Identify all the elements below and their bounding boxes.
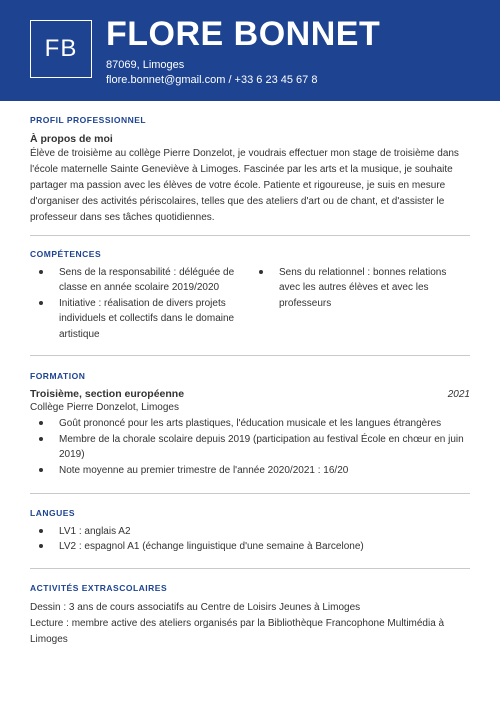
section-title: PROFIL PROFESSIONNEL: [30, 115, 147, 125]
skills-list-left: [30, 265, 250, 343]
section-title: COMPÉTENCES: [30, 249, 102, 259]
list-item: Sens du relationnel : bonnes relations avec les autres élèves et avec les professeurs: [250, 265, 470, 312]
list-item: Membre de la chorale scolaire depuis 2019 (participation au festival École en chœur en juin 2019): [30, 432, 470, 463]
section-title: LANGUES: [30, 508, 76, 518]
initials-monogram: FB: [30, 20, 92, 78]
divider: [30, 493, 470, 494]
education-date: 2021: [447, 388, 470, 400]
education-list: [30, 416, 470, 478]
education-degree: Troisième, section européenne: [30, 387, 185, 400]
skills-section: [30, 250, 470, 342]
divider: [30, 355, 470, 356]
skills-list-right: [250, 265, 470, 312]
activity-line: Dessin : 3 ans de cours associatifs au Centre de Loisirs Jeunes à Limoges: [30, 601, 361, 613]
list-item: Goût prononcé pour les arts plastiques, l'éducation musicale et les langues étrangères: [30, 416, 470, 432]
divider: [30, 235, 470, 236]
list-item: LV1 : anglais A2: [30, 524, 470, 540]
list-item: LV2 : espagnol A1 (échange linguistique d'une semaine à Barcelone): [30, 539, 470, 555]
profile-subtitle: À propos de moi: [30, 132, 113, 145]
list-item: Sens de la responsabilité : déléguée de classe en année scolaire 2019/2020: [30, 265, 250, 296]
education-school: Collège Pierre Donzelot, Limoges: [30, 402, 179, 414]
profile-text: Élève de troisième au collège Pierre Donzelot, je voudrais effectuer mon stage de troisième dans l'école maternelle Sainte Geneviève à Limoges. Fascinée par les arts et la musique, je souhaite partager ma passion avec les élèves de votre école. Patiente et rigoureuse, je suis en mesure d'organiser des activités périscolaires, telles que des ateliers d'art ou de chant, et d'assister le professeur dans ses tâches quotidiennes.: [30, 148, 459, 224]
languages-list: [30, 524, 470, 555]
contact-line: flore.bonnet@gmail.com / +33 6 23 45 67 8: [106, 74, 318, 86]
activity-line: Lecture : membre active des ateliers organisés par la Bibliothèque Francophone Multimédia à Limoges: [30, 617, 445, 645]
profile-section: [30, 116, 470, 226]
activities-section: [30, 584, 470, 648]
list-item: Initiative : réalisation de divers projets individuels et collectifs dans le domaine artistique: [30, 296, 250, 343]
education-section: [30, 372, 470, 478]
candidate-name: FLORE BONNET: [106, 15, 381, 53]
section-title: ACTIVITÉS EXTRASCOLAIRES: [30, 583, 168, 593]
languages-section: [30, 509, 470, 555]
divider: [30, 568, 470, 569]
list-item: Note moyenne au premier trimestre de l'année 2020/2021 : 16/20: [30, 463, 470, 479]
resume-header: [0, 0, 500, 101]
section-title: FORMATION: [30, 371, 86, 381]
address-line: 87069, Limoges: [106, 59, 185, 71]
